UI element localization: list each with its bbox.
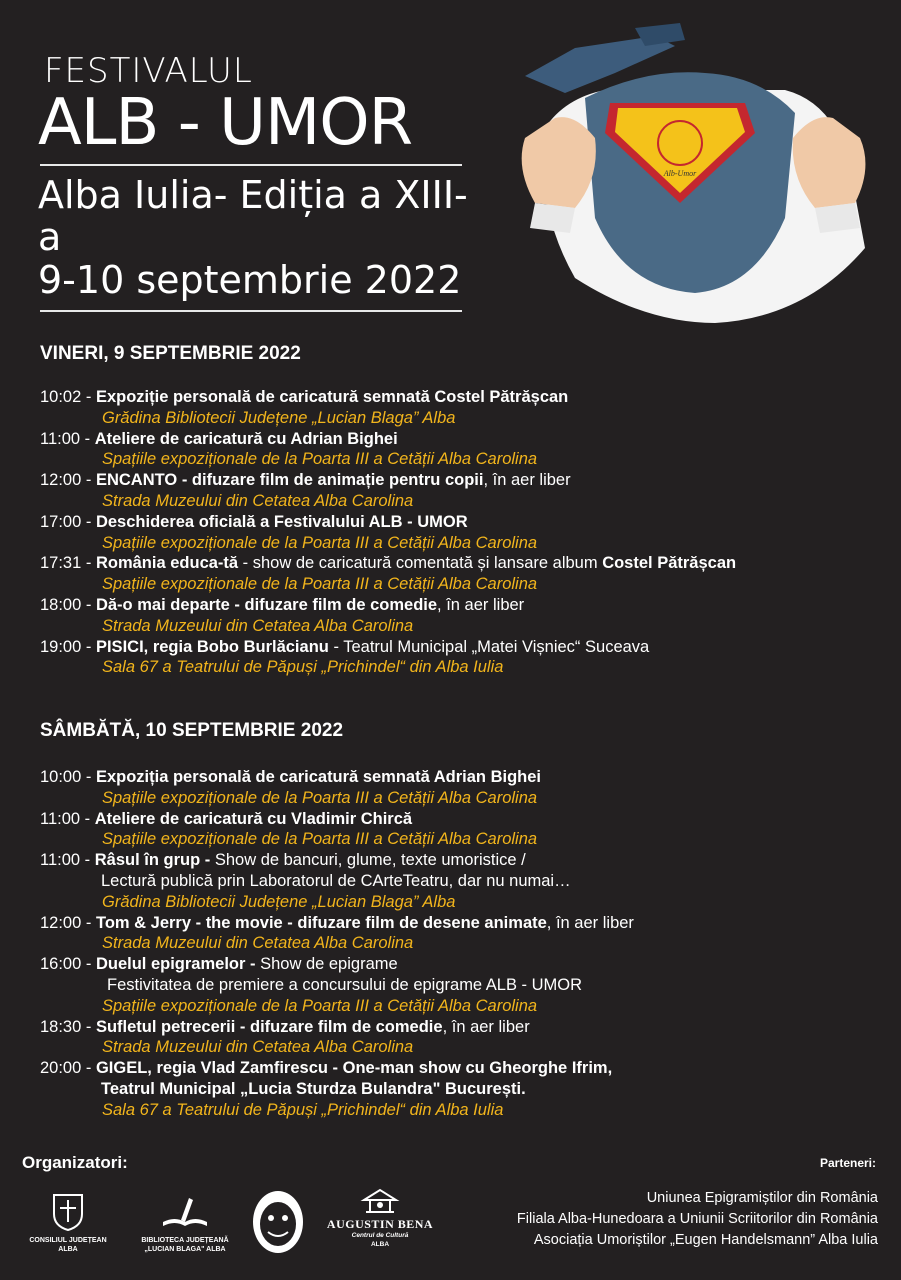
list-item: 12:00 - Tom & Jerry - the movie - difuzare film de desene animate, în aer liber Strada Muzeului din Cetatea Alba Carolina — [40, 913, 634, 953]
festival-label: FESTIVALUL — [44, 51, 253, 91]
partner-item: Uniunea Epigramiștilor din România — [646, 1190, 878, 1206]
divider — [40, 164, 462, 166]
friday-title: VINERI, 9 SEPTEMBRIE 2022 — [40, 343, 301, 364]
divider — [40, 310, 462, 312]
list-item: 10:02 - Expoziție personală de caricatură semnată Costel Pătrășcan Grădina Bibliotecii Județene „Lucian Blaga” Alba — [40, 388, 569, 427]
organizers-title: Organizatori: — [22, 1153, 128, 1172]
logo-augustin-bena: AUGUSTIN BENA Centrul de Cultură ALBA — [320, 1186, 440, 1249]
list-item: 17:31 - România educa-tă - show de caricatură comentată și lansare album Costel Pătrășcan Spațiile expoziționale de la Poarta III a Cetății Alba Carolina — [40, 554, 737, 594]
partners-list — [517, 1188, 878, 1251]
list-item: 11:00 - Ateliere de caricatură cu Vladimir Chircă Spațiile expoziționale de la Poarta III a Cetății Alba Carolina — [40, 809, 538, 849]
logo-alb-umor-face — [248, 1188, 308, 1258]
location-edition: Alba Iulia- Ediția a XIII-a — [38, 173, 468, 259]
partner-item: Filiala Alba-Hunedoara a Uniunii Scriitorilor din România — [516, 1211, 878, 1227]
festival-header — [38, 52, 468, 320]
list-item: 19:00 - PISICI, regia Bobo Burlăcianu - Teatrul Municipal „Matei Vișniec“ Suceava Sala 67 a Teatrului de Păpuși „Prichindel“ din Alba Iulia — [40, 637, 650, 677]
festival-dates: 9-10 septembrie 2022 — [38, 258, 462, 302]
list-item: 20:00 - GIGEL, regia Vlad Zamfirescu - One-man show cu Gheorghe Ifrim, Teatrul Municipal „Lucia Sturdza Bulandra" București. Sala 67 a Teatrului de Păpuși „Prichindel“ din Alba Iulia — [40, 1059, 613, 1119]
friday-schedule — [40, 387, 880, 678]
saturday-title: SÂMBĂTĂ, 10 SEPTEMBRIE 2022 — [40, 720, 344, 741]
list-item: 11:00 - Ateliere de caricatură cu Adrian Bighei Spațiile expoziționale de la Poarta III a Cetății Alba Carolina — [40, 429, 538, 469]
saturday-schedule — [40, 767, 880, 1121]
caricature-face-icon — [250, 1188, 306, 1256]
coat-of-arms-icon — [51, 1192, 85, 1232]
list-item: 11:00 - Râsul în grup - Show de bancuri, glume, texte umoristice / Lectură publică prin Laboratorul de CArteTeatru, dar nu numai… Grădina Bibliotecii Județene „Lucian Blaga” Alba — [40, 851, 571, 911]
svg-text:Alb-Umor: Alb-Umor — [663, 169, 697, 178]
superhero-shirt-illustration — [505, 18, 880, 328]
list-item: 16:00 - Duelul epigramelor - Show de epigrame Festivitatea de premiere a concursului de epigrame ALB - UMOR Spațiile expoziționale de la Poarta III a Cetății Alba Carolina — [40, 955, 583, 1015]
list-item: 18:00 - Dă-o mai departe - difuzare film de comedie, în aer liber Strada Muzeului din Cetatea Alba Carolina — [40, 595, 525, 635]
book-icon — [159, 1192, 211, 1232]
building-icon — [360, 1186, 400, 1216]
logo-biblioteca-judeteana: BIBLIOTECA JUDEȚEANĂ „LUCIAN BLAGA" ALBA — [135, 1192, 235, 1254]
list-item: 12:00 - ENCANTO - difuzare film de animație pentru copii, în aer liber Strada Muzeului din Cetatea Alba Carolina — [40, 471, 571, 510]
list-item: 18:30 - Sufletul petrecerii - difuzare film de comedie, în aer liber Strada Muzeului din Cetatea Alba Carolina — [40, 1017, 530, 1057]
festival-name: ALB - UMOR — [38, 86, 413, 160]
partners-title: Parteneri: — [819, 1156, 876, 1170]
partner-item: Asociația Umoriștilor „Eugen Handelsmann” Alba Iulia — [533, 1232, 878, 1248]
list-item: 17:00 - Deschiderea oficială a Festivalului ALB - UMOR Spațiile expoziționale de la Poarta III a Cetății Alba Carolina — [40, 512, 538, 552]
logo-consiliul-judetean: CONSILIUL JUDEȚEAN ALBA — [22, 1192, 114, 1254]
list-item: 10:00 - Expoziția personală de caricatură semnată Adrian Bighei Spațiile expoziționale de la Poarta III a Cetății Alba Carolina — [40, 768, 542, 807]
